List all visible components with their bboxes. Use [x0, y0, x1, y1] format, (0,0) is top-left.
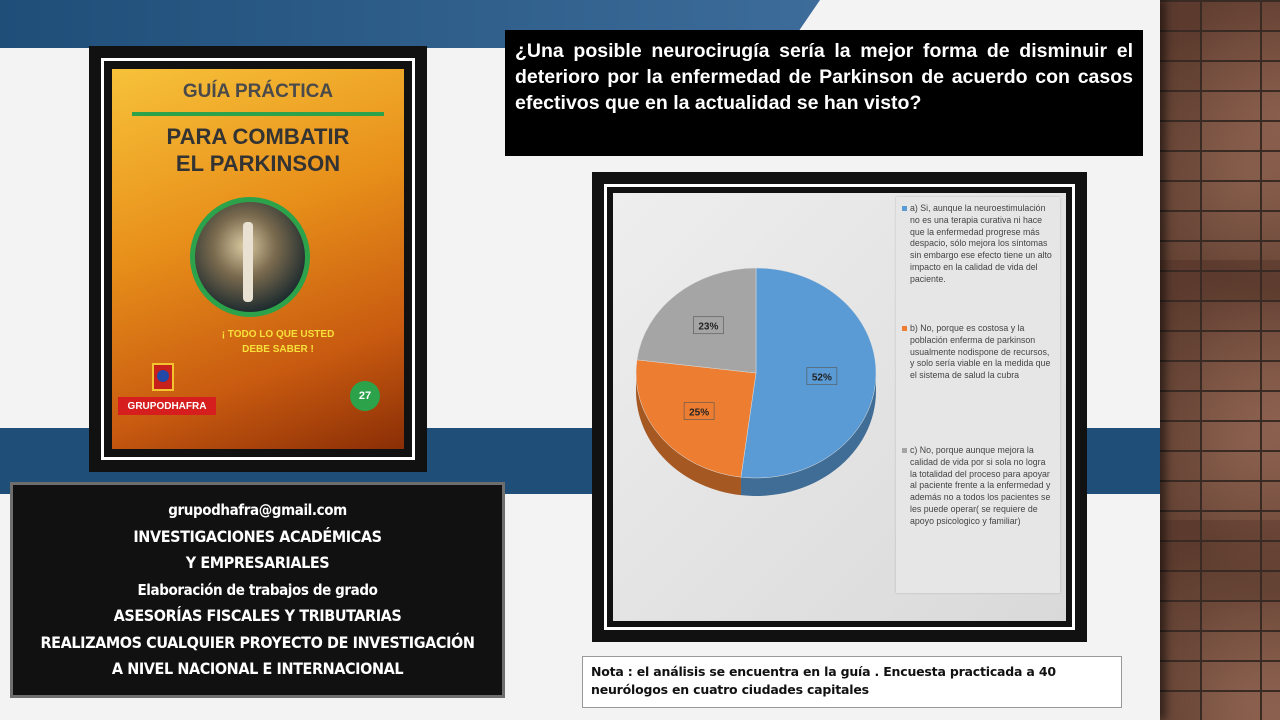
pie-chart — [613, 193, 903, 633]
book-cover-image — [112, 69, 404, 449]
legend-item-a — [902, 203, 1052, 286]
legend-swatch-b — [902, 326, 907, 331]
book-green-bar — [132, 112, 384, 116]
svg-text:23%: 23% — [698, 321, 719, 333]
book-title-line3: EL PARKINSON — [175, 151, 341, 176]
contact-line-5: REALIZAMOS CUALQUIER PROYECTO DE INVESTIGACIÓN — [40, 632, 475, 652]
brain-spine-illustration — [190, 197, 310, 317]
legend-label-c: c) No, porque aunque mejora la calidad de vida por si sola no logra la totalidad del proceso para apoyar al paciente frente a la enfermedad y además no a todos los pacientes se les puede operar( se requiere de apoyo psicologico y familiar) — [910, 445, 1051, 526]
book-cover-frame — [89, 46, 427, 472]
chart-border — [604, 184, 1075, 630]
chart-area — [613, 193, 1066, 621]
survey-note: Nota : el análisis se encuentra en la guía . Encuesta practicada a 40 neurólogos en cuatro ciudades capitales — [582, 656, 1122, 708]
book-tagline-1: ¡ TODO LO QUE USTED — [221, 329, 335, 340]
question-text: ¿Una posible neurocirugía sería la mejor forma de disminuir el deterioro por la enfermedad de Parkinson de acuerdo con casos efectivos que en la actualidad se han visto? — [505, 30, 1143, 156]
legend-label-b: b) No, porque es costosa y la población enferma de parkinson usualmente nodispone de recursos, y solo sería viable en la medida que el sistema de salud la cubra — [910, 323, 1051, 381]
book-publisher: GRUPODHAFRA — [118, 397, 216, 415]
legend-swatch-c — [902, 448, 907, 453]
chart-legend — [896, 197, 1060, 593]
book-title-line2: PARA COMBATIR — [166, 124, 350, 149]
contact-line-3: Elaboración de trabajos de grado — [137, 580, 378, 599]
contact-line-1: INVESTIGACIONES ACADÉMICAS — [133, 526, 382, 546]
book-tagline-2: DEBE SABER ! — [242, 344, 314, 355]
publisher-logo-icon — [152, 363, 174, 391]
pie-data-label-2 — [693, 317, 723, 334]
legend-swatch-a — [902, 206, 907, 211]
legend-item-b — [902, 323, 1052, 382]
pie-data-label-1 — [684, 403, 714, 420]
contact-line-2: Y EMPRESARIALES — [185, 553, 330, 573]
legend-label-a: a) Si, aunque la neuroestimulación no es una terapia curativa ni hace que la enfermedad progrese más despacio, sólo mejora los síntomas sin embargo ese efecto tiene un alto impacto en la calidad de vida del paciente. — [910, 203, 1052, 284]
contact-email: grupodhafra@gmail.com — [168, 501, 347, 520]
contact-box — [10, 482, 505, 698]
book-cover-border — [101, 58, 415, 460]
pie-data-label-0 — [807, 368, 837, 385]
svg-text:52%: 52% — [811, 372, 832, 384]
svg-text:25%: 25% — [689, 407, 710, 419]
contact-line-4: ASESORÍAS FISCALES Y TRIBUTARIAS — [113, 606, 402, 626]
book-title-line1: GUÍA PRÁCTICA — [182, 81, 334, 102]
legend-item-c — [902, 445, 1052, 528]
contact-line-6: A NIVEL NACIONAL E INTERNACIONAL — [111, 659, 404, 679]
chart-frame — [592, 172, 1087, 642]
book-number-badge: 27 — [350, 381, 380, 411]
